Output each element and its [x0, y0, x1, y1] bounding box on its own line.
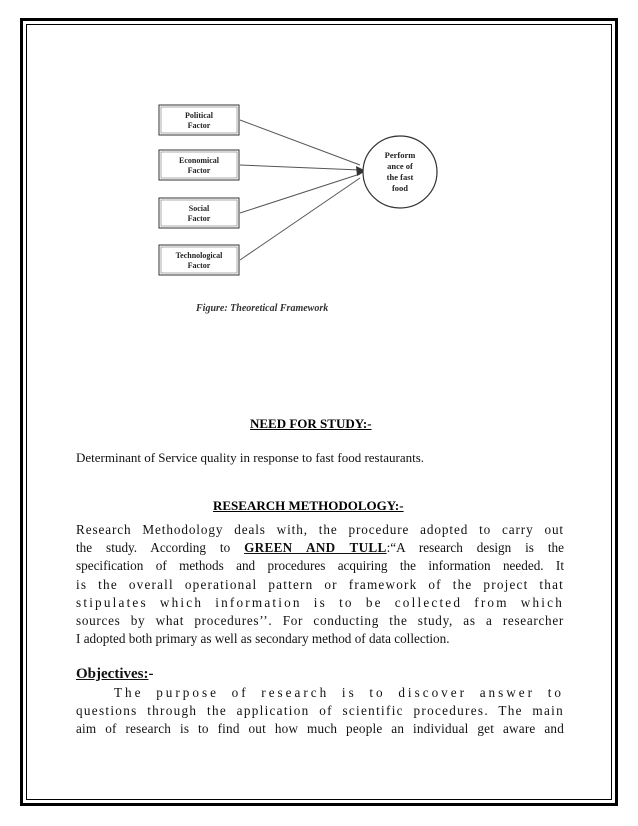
connector-social [240, 174, 360, 213]
methodology-line-6: sources by what procedures’’. For conducting the study, as a researcher [76, 613, 564, 629]
methodology-line-1: Research Methodology deals with, the procedure adopted to carry out [76, 522, 564, 537]
outcome-line2: ance of [387, 161, 413, 171]
connector-technological [240, 178, 360, 260]
green-and-tull: GREEN AND TULL [244, 540, 387, 556]
methodology-line-4: is the overall operational pattern or framework of the project that [76, 576, 564, 592]
factor-technological-line1: Technological [175, 251, 223, 260]
connector-political [240, 120, 360, 165]
factor-technological-line2: Factor [187, 261, 211, 270]
outcome-line3: the fast [386, 172, 414, 182]
need-text: Determinant of Service quality in response to fast food restaurants. [76, 450, 425, 465]
outcome-circle [363, 136, 437, 208]
objectives-line-1: The purpose of research is to discover answer to [114, 685, 564, 700]
methodology-line-2: the study. According to GREEN AND TULL:“A research design is the [76, 540, 564, 556]
methodology-line-3: specification of methods and procedures acquiring the information needed. It [76, 558, 564, 574]
factor-box-technological [159, 245, 239, 275]
figure-caption: Figure: Theoretical Framework [196, 303, 329, 314]
outcome-line4: food [391, 183, 409, 193]
factor-economical-line1: Economical [179, 156, 219, 165]
methodology-line-7: I adopted both primary as well as secondary method of data collection. [76, 631, 450, 647]
objectives-line-3: aim of research is to find out how much people an individual get aware and [76, 721, 564, 737]
factor-social-line1: Social [188, 204, 210, 213]
factor-box-economical [159, 150, 239, 180]
connector-economical [240, 165, 360, 170]
factor-political-line1: Political [185, 111, 213, 120]
factor-box-political [159, 105, 239, 135]
methodology-line-5: stipulates which information is to be collected from which [76, 594, 564, 610]
objectives-line-2: questions through the application of scientific procedures. The main [76, 703, 564, 719]
need-heading: NEED FOR STUDY:- [250, 416, 372, 431]
factor-box-social [159, 198, 239, 228]
factor-political-line2: Factor [187, 121, 211, 130]
factor-economical-line2: Factor [187, 166, 211, 175]
factor-social-line2: Factor [187, 214, 211, 223]
methodology-heading: RESEARCH METHODOLOGY:- [213, 498, 404, 513]
theoretical-framework-diagram [0, 0, 638, 330]
objectives-paragraph [76, 684, 564, 739]
objectives-heading: Objectives:- [76, 666, 154, 682]
methodology-paragraph [76, 521, 564, 648]
outcome-line1: Perform [384, 150, 416, 160]
